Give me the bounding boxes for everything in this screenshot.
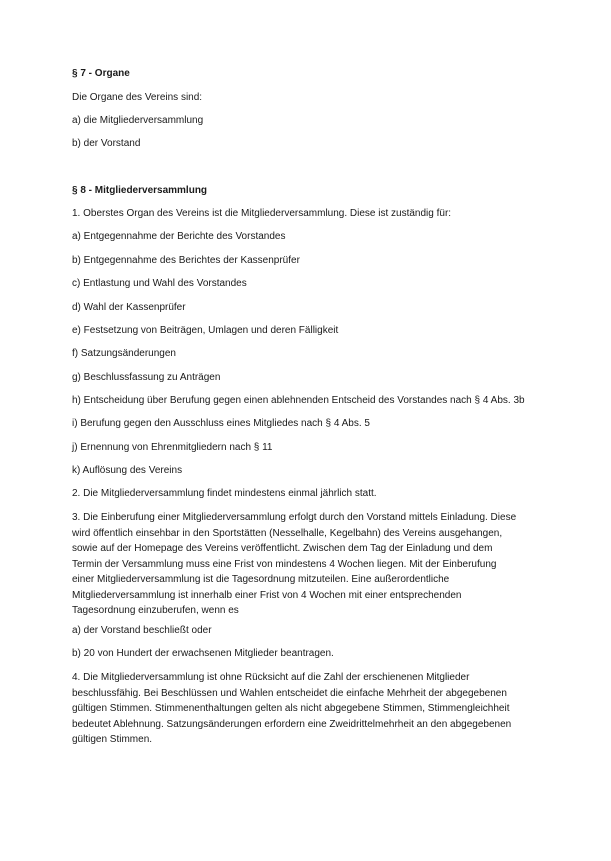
- list-item: h) Entscheidung über Berufung gegen einen ablehnenden Entscheid des Vorstandes nach § 4 Abs. 3b: [72, 395, 525, 406]
- paragraph-line: gültigen Stimmen.: [72, 734, 153, 745]
- list-item: a) die Mitgliederversammlung: [72, 115, 204, 126]
- list-item: e) Festsetzung von Beiträgen, Umlagen und deren Fälligkeit: [72, 325, 339, 336]
- paragraph-line: beschlussfähig. Bei Beschlüssen und Wahlen entscheidet die einfache Mehrheit der abgegebenen: [72, 687, 507, 699]
- paragraph-line: sowie auf der Homepage des Vereins veröffentlicht. Zwischen dem Tag der Einladung und dem: [72, 543, 493, 554]
- paragraph-line: 4. Die Mitgliederversammlung ist ohne Rücksicht auf die Zahl der erschienenen Mitglieder: [72, 672, 470, 683]
- list-item: b) 20 von Hundert der erwachsenen Mitglieder beantragen.: [72, 648, 334, 659]
- paragraph-line: Mitgliederversammlung ist innerhalb einer Frist von 4 Wochen mit einer entsprechenden: [72, 589, 462, 601]
- list-item: b) der Vorstand: [72, 138, 141, 149]
- list-item: f) Satzungsänderungen: [72, 348, 176, 359]
- paragraph-line: Tagesordnung einzuberufen, wenn es: [72, 605, 239, 616]
- paragraph-1: 1. Oberstes Organ des Vereins ist die Mitgliederversammlung. Diese ist zuständig für:: [72, 208, 452, 219]
- paragraph-line: gültigen Stimmen. Stimmenenthaltungen gelten als nicht abgegebene Stimmen, Stimmengleichheit: [72, 703, 510, 714]
- list-item: b) Entgegennahme des Berichtes der Kassenprüfer: [72, 255, 300, 266]
- paragraph-3: [72, 510, 542, 619]
- paragraph-line: Termin der Versammlung muss eine Frist von mindestens 4 Wochen liegen. Mit der Einberufung: [72, 558, 497, 570]
- paragraph-line: 3. Die Einberufung einer Mitgliederversammlung erfolgt durch den Vorstand mittels Einladung. Diese: [72, 512, 517, 523]
- paragraph-2: 2. Die Mitgliederversammlung findet mindestens einmal jährlich statt.: [72, 488, 377, 499]
- paragraph-line: wird öffentlich einsehbar in den Sportstätten (Nesselhalle, Kegelbahn) des Vereins ausgehangen,: [72, 527, 503, 539]
- list-item: i) Berufung gegen den Ausschluss eines Mitgliedes nach § 4 Abs. 5: [72, 418, 370, 429]
- list-item: a) Entgegennahme der Berichte des Vorstandes: [72, 231, 286, 242]
- list-item: j) Ernennung von Ehrenmitgliedern nach § 11: [72, 442, 273, 453]
- list-item: g) Beschlussfassung zu Anträgen: [72, 372, 221, 383]
- section-7-heading: § 7 - Organe: [72, 68, 130, 79]
- section-7-intro: Die Organe des Vereins sind:: [72, 92, 203, 103]
- list-item: d) Wahl der Kassenprüfer: [72, 302, 186, 313]
- paragraph-line: bedeutet Ablehnung. Satzungsänderungen erfordern eine Zweidrittelmehrheit an den abgegebenen: [72, 718, 512, 730]
- list-item: a) der Vorstand beschließt oder: [72, 625, 212, 636]
- list-item: c) Entlastung und Wahl des Vorstandes: [72, 278, 247, 289]
- section-8-heading: § 8 - Mitgliederversammlung: [72, 185, 208, 196]
- paragraph-4: [72, 670, 542, 748]
- paragraph-line: einer Mitgliederversammlung ist die Tagesordnung mitzuteilen. Eine außerordentliche: [72, 574, 450, 585]
- list-item: k) Auflösung des Vereins: [72, 465, 183, 476]
